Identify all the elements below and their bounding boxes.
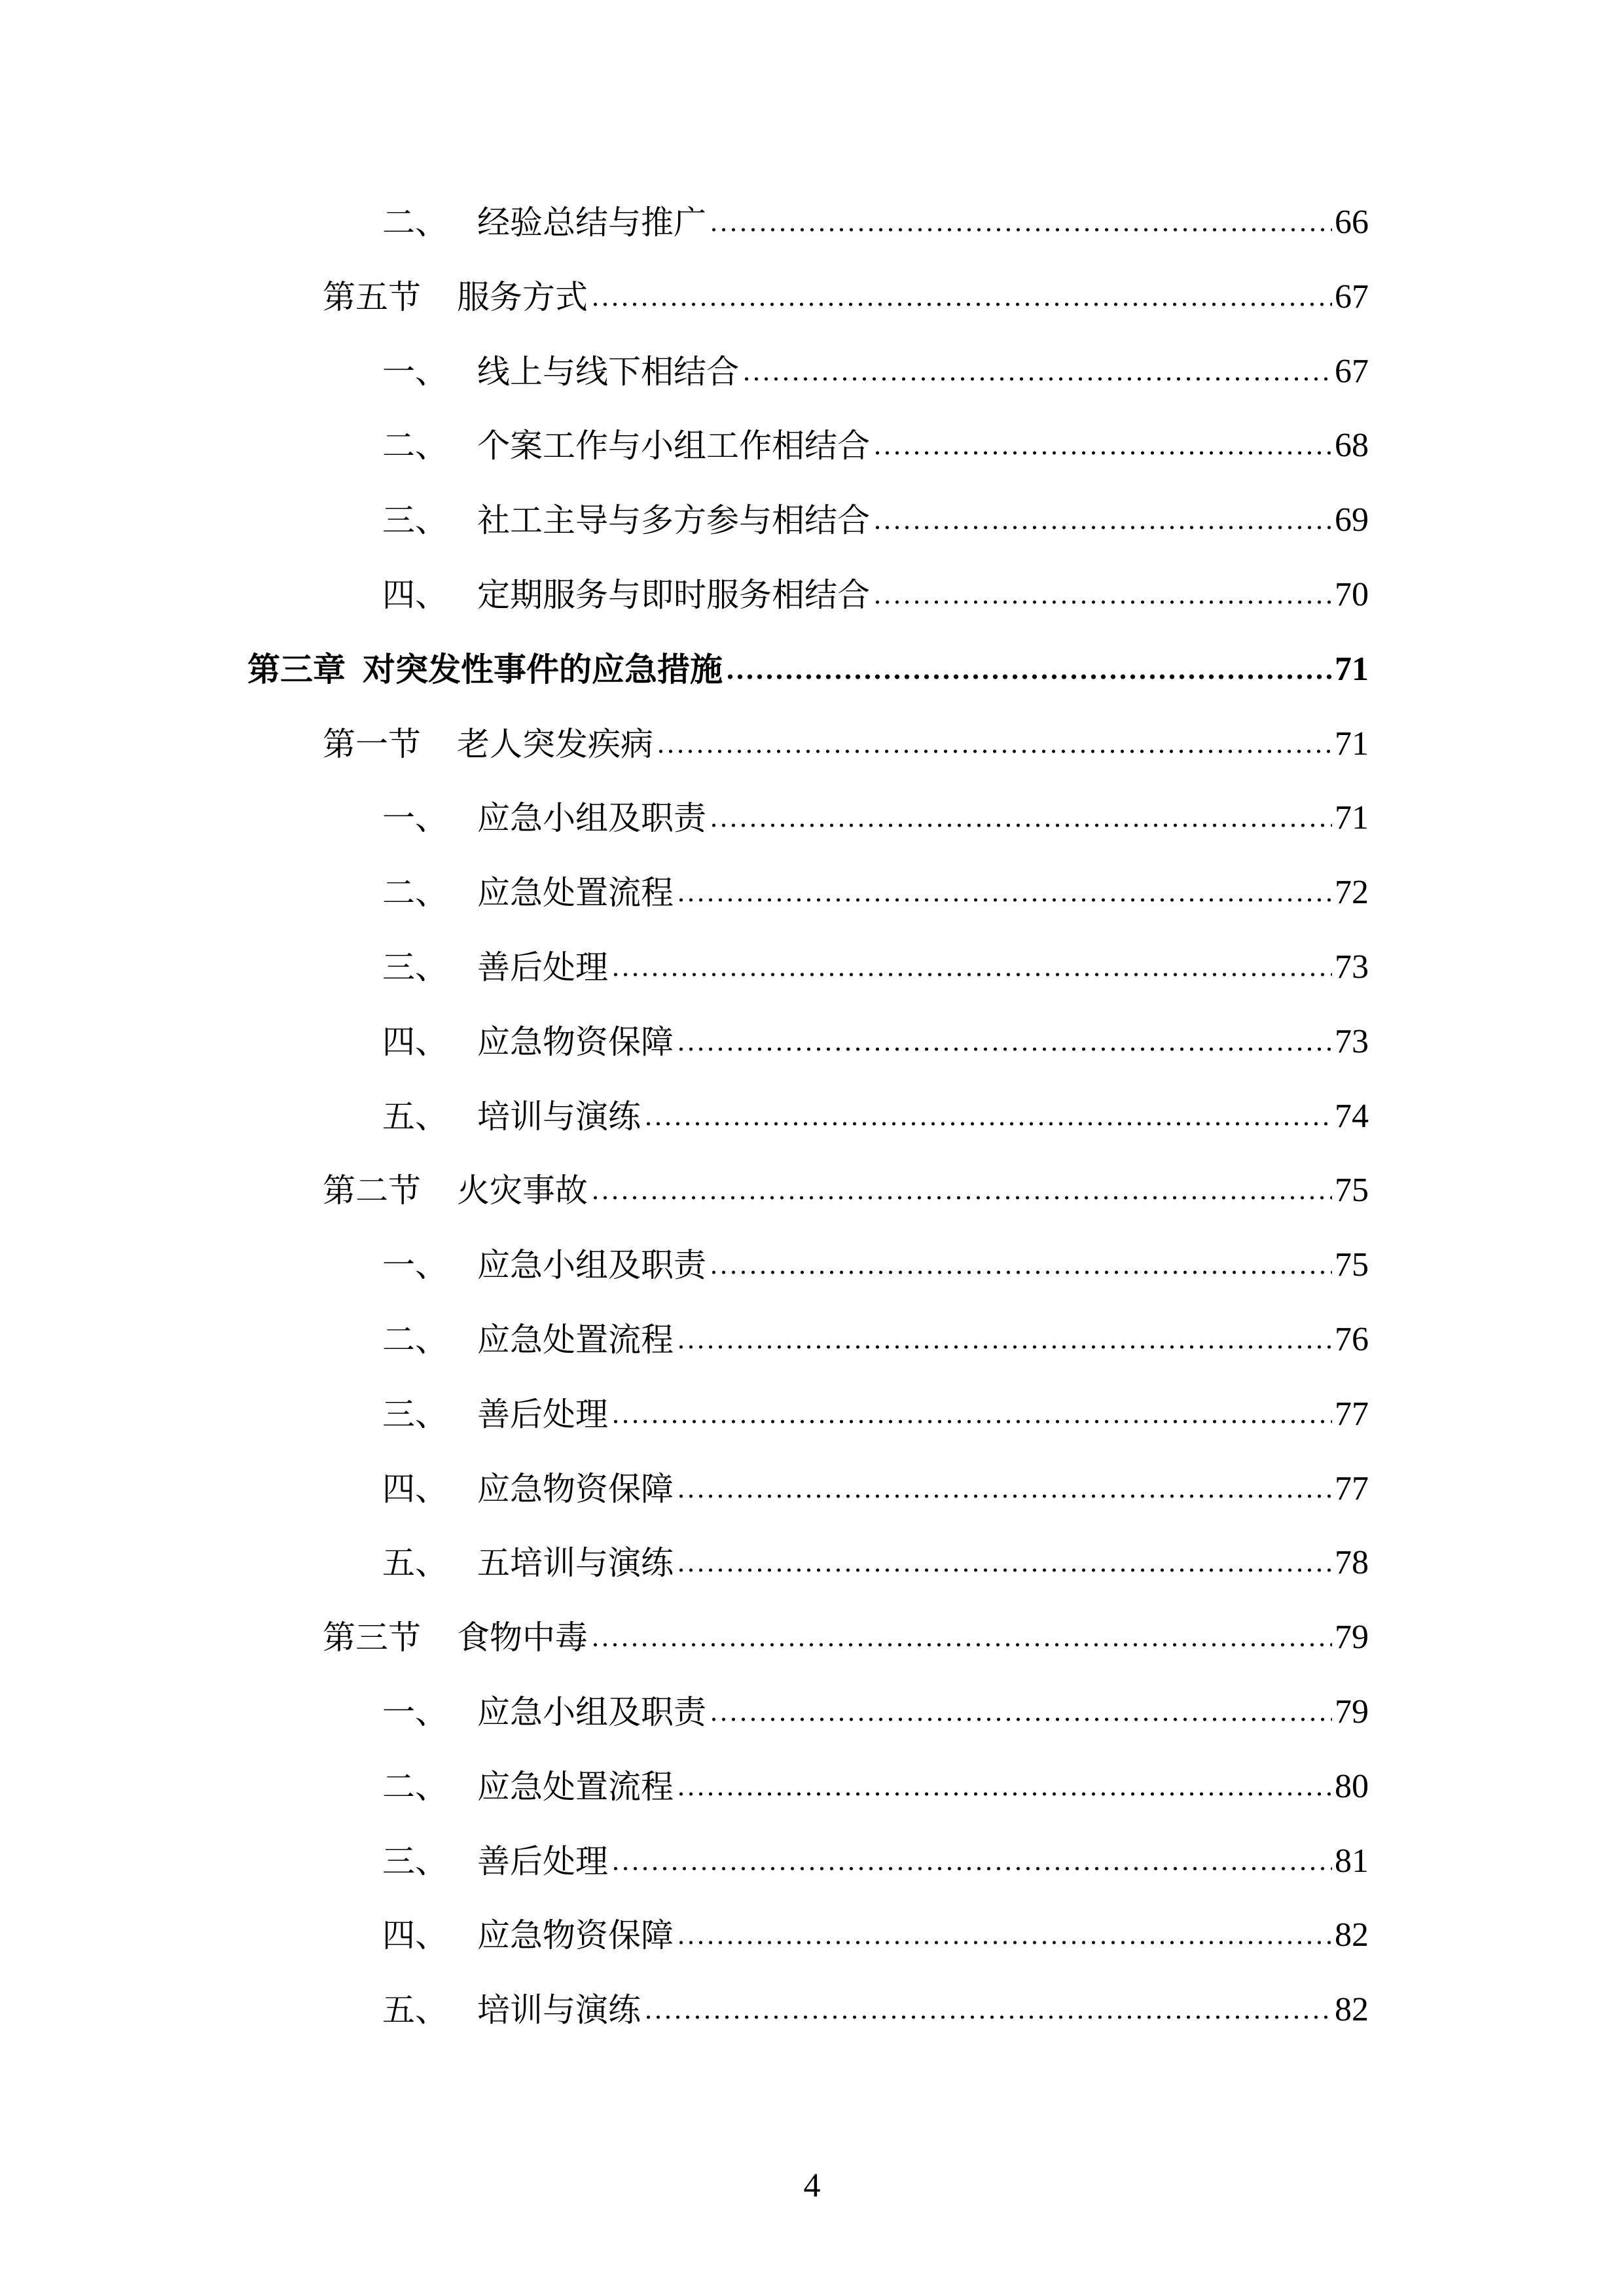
toc-entry-number: 一、 [382,353,448,391]
toc-subsection-row[interactable] [0,413,1624,478]
toc-row-content [382,562,1369,628]
toc-entry-number: 二、 [382,874,448,912]
toc-entry-number: 二、 [382,427,448,465]
toc-entry-title: 五培训与演练 [477,1544,674,1582]
toc-entry-label [382,1679,706,1745]
toc-entry-title: 应急小组及职责 [477,799,706,837]
dot-leader [709,1268,1332,1277]
toc-row-content [382,1456,1369,1522]
dot-leader [676,1938,1332,1947]
dot-leader [676,1566,1332,1575]
toc-row-content [382,1754,1369,1820]
toc-entry-title: 善后处理 [477,948,608,986]
toc-entry-title: 应急小组及职责 [477,1246,706,1284]
toc-entry-label [247,637,723,702]
toc-entry-page: 70 [1335,576,1369,613]
toc-entry-number: 五、 [382,1991,448,2029]
toc-entry-page: 80 [1335,1768,1369,1805]
toc-entry-title: 线上与线下相结合 [477,353,739,391]
toc-entry-page: 66 [1335,204,1369,241]
toc-entry-number: 一、 [382,1246,448,1284]
toc-entry-page: 71 [1335,725,1369,762]
toc-entry-number: 三、 [382,1842,448,1880]
dot-leader [709,225,1332,234]
dot-leader [709,821,1332,830]
toc-row-content [382,1307,1369,1372]
toc-entry-page: 74 [1335,1098,1369,1135]
toc-row-content [382,785,1369,851]
toc-entry-number: 四、 [382,1470,448,1508]
toc-entry-page: 67 [1335,278,1369,315]
toc-entry-page: 71 [1335,651,1369,688]
toc-subsection-row[interactable] [0,1456,1624,1522]
toc-row-content [382,1009,1369,1075]
toc-section-row[interactable] [0,264,1624,330]
dot-leader [676,1492,1332,1501]
toc-entry-label [382,190,706,255]
dot-leader [643,1119,1332,1128]
toc-entry-number: 三、 [382,501,448,539]
toc-subsection-row[interactable] [0,1754,1624,1820]
toc-entry-page: 75 [1335,1172,1369,1209]
toc-subsection-row[interactable] [0,1382,1624,1447]
toc-entry-label [382,1456,674,1522]
toc-row-content [247,637,1369,702]
toc-row-content [382,1679,1369,1745]
page-number: 4 [803,2167,821,2204]
toc-entry-title: 对突发性事件的应急措施 [363,650,723,689]
toc-subsection-row[interactable] [0,860,1624,925]
toc-entry-title: 食物中毒 [457,1619,588,1657]
toc-entry-page: 79 [1335,1693,1369,1731]
toc-subsection-row[interactable] [0,1084,1624,1149]
toc-subsection-row[interactable] [0,1232,1624,1298]
dot-leader [611,1864,1332,1873]
toc-entry-label [323,1605,588,1670]
toc-entry-number: 四、 [382,576,448,614]
toc-entry-title: 应急物资保障 [477,1023,674,1061]
toc-subsection-row[interactable] [0,1530,1624,1596]
toc-entry-page: 68 [1335,427,1369,464]
dot-leader [873,598,1332,607]
toc-subsection-row[interactable] [0,1829,1624,1894]
toc-entry-label [382,1530,674,1596]
toc-entry-number: 四、 [382,1023,448,1061]
toc-entry-number: 二、 [382,1768,448,1806]
toc-entry-title: 应急物资保障 [477,1916,674,1954]
toc-entry-title: 社工主导与多方参与相结合 [477,501,870,539]
toc-subsection-row[interactable] [0,1307,1624,1372]
toc-row-content [382,190,1369,255]
toc-entry-page: 82 [1335,1916,1369,1954]
toc-entry-title: 培训与演练 [477,1991,641,2029]
toc-entry-number: 第三节 [323,1619,421,1657]
toc-entry-page: 77 [1335,1470,1369,1507]
toc-entry-number: 五、 [382,1544,448,1582]
toc-entry-title: 定期服务与即时服务相结合 [477,576,870,614]
toc-entry-label [382,1829,608,1894]
toc-row-content [382,1232,1369,1298]
toc-entry-title: 应急处置流程 [477,1321,674,1359]
dot-leader [590,1193,1332,1202]
dot-leader [676,895,1332,905]
toc-entry-title: 个案工作与小组工作相结合 [477,427,870,465]
toc-entry-label [382,935,608,1000]
toc-entry-number: 第五节 [323,278,421,316]
toc-subsection-row[interactable] [0,1903,1624,1968]
toc-entry-title: 应急处置流程 [477,874,674,912]
dot-leader [709,1715,1332,1724]
dot-leader [643,2013,1332,2022]
toc-entry-number: 三、 [382,1395,448,1433]
toc-entry-number: 第三章 [247,650,346,689]
toc-row-content [382,1530,1369,1596]
toc-entry-page: 78 [1335,1544,1369,1581]
toc-entry-page: 67 [1335,353,1369,390]
toc-entry-label [382,488,870,553]
toc-entry-title: 经验总结与推广 [477,204,706,242]
toc-row-content [382,488,1369,553]
toc-section-row[interactable] [0,1605,1624,1670]
toc-subsection-row[interactable] [0,339,1624,404]
toc-row-content [382,935,1369,1000]
toc-entry-number: 一、 [382,1693,448,1731]
toc-entry-number: 四、 [382,1916,448,1954]
toc-entry-page: 76 [1335,1321,1369,1358]
toc-entry-page: 72 [1335,874,1369,911]
toc-entry-label [323,264,588,330]
toc-entry-title: 善后处理 [477,1842,608,1880]
toc-entry-number: 第二节 [323,1172,421,1210]
toc-section-row[interactable] [0,711,1624,777]
toc-entry-page: 73 [1335,948,1369,986]
toc-entry-label [382,785,706,851]
toc-entry-label [323,711,653,777]
dot-leader [590,1640,1332,1649]
toc-entry-label [323,1158,588,1223]
toc-row-content [323,1158,1369,1223]
toc-entry-label [382,562,870,628]
toc-entry-label [382,1903,674,1968]
toc-subsection-row[interactable] [0,1679,1624,1745]
toc-row-content [382,860,1369,925]
toc-entry-label [382,339,739,404]
toc-row-content [382,1382,1369,1447]
toc-subsection-row[interactable] [0,1977,1624,2043]
toc-subsection-row[interactable] [0,785,1624,851]
toc-entry-title: 应急小组及职责 [477,1693,706,1731]
toc-entry-page: 69 [1335,501,1369,539]
toc-row-content [382,1829,1369,1894]
toc-entry-page: 82 [1335,1991,1369,2028]
toc-row-content [382,339,1369,404]
toc-entry-page: 75 [1335,1246,1369,1283]
toc-row-content [382,1084,1369,1149]
toc-subsection-row[interactable] [0,1009,1624,1075]
toc-entry-page: 81 [1335,1842,1369,1880]
toc-entry-number: 二、 [382,204,448,242]
dot-leader [611,970,1332,979]
toc-entry-title: 应急处置流程 [477,1768,674,1806]
toc-entry-label [382,1307,674,1372]
toc-row-content [382,1903,1369,1968]
toc-entry-number: 五、 [382,1098,448,1136]
toc-entry-title: 善后处理 [477,1395,608,1433]
toc-entry-number: 三、 [382,948,448,986]
toc-row-content [323,711,1369,777]
toc-subsection-row[interactable] [0,488,1624,553]
dot-leader [676,1789,1332,1799]
toc-entry-label [382,1084,641,1149]
dot-leader [873,448,1332,457]
toc-subsection-row[interactable] [0,190,1624,255]
toc-entry-page: 79 [1335,1619,1369,1656]
toc-entry-number: 第一节 [323,725,421,763]
toc-entry-label [382,1382,608,1447]
toc-entry-page: 77 [1335,1395,1369,1433]
toc-entry-label [382,413,870,478]
dot-leader [873,523,1332,532]
dot-leader [676,1045,1332,1054]
toc-entry-title: 老人突发疾病 [457,725,653,763]
toc-entry-number: 二、 [382,1321,448,1359]
toc-entry-page: 73 [1335,1023,1369,1060]
toc-entry-label [382,1009,674,1075]
toc-entry-title: 培训与演练 [477,1098,641,1136]
toc-section-row[interactable] [0,1158,1624,1223]
dot-leader [611,1417,1332,1426]
toc-entry-label [382,1977,641,2043]
toc-entry-label [382,1754,674,1820]
toc-entry-title: 应急物资保障 [477,1470,674,1508]
dot-leader [656,747,1332,756]
toc-chapter-row[interactable] [0,637,1624,702]
toc-entry-label [382,860,674,925]
toc-row-content [382,413,1369,478]
dot-leader [590,300,1332,309]
toc-entry-title: 服务方式 [457,278,588,316]
toc-row-content [323,264,1369,330]
toc-subsection-row[interactable] [0,562,1624,628]
toc-entry-page: 71 [1335,799,1369,836]
toc-entry-label [382,1232,706,1298]
dot-leader [742,374,1332,384]
toc-row-content [323,1605,1369,1670]
toc-subsection-row[interactable] [0,935,1624,1000]
toc-entry-number: 一、 [382,799,448,837]
dot-leader [676,1342,1332,1352]
toc-row-content [382,1977,1369,2043]
toc-entry-title: 火灾事故 [457,1172,588,1210]
dot-leader [725,672,1332,681]
